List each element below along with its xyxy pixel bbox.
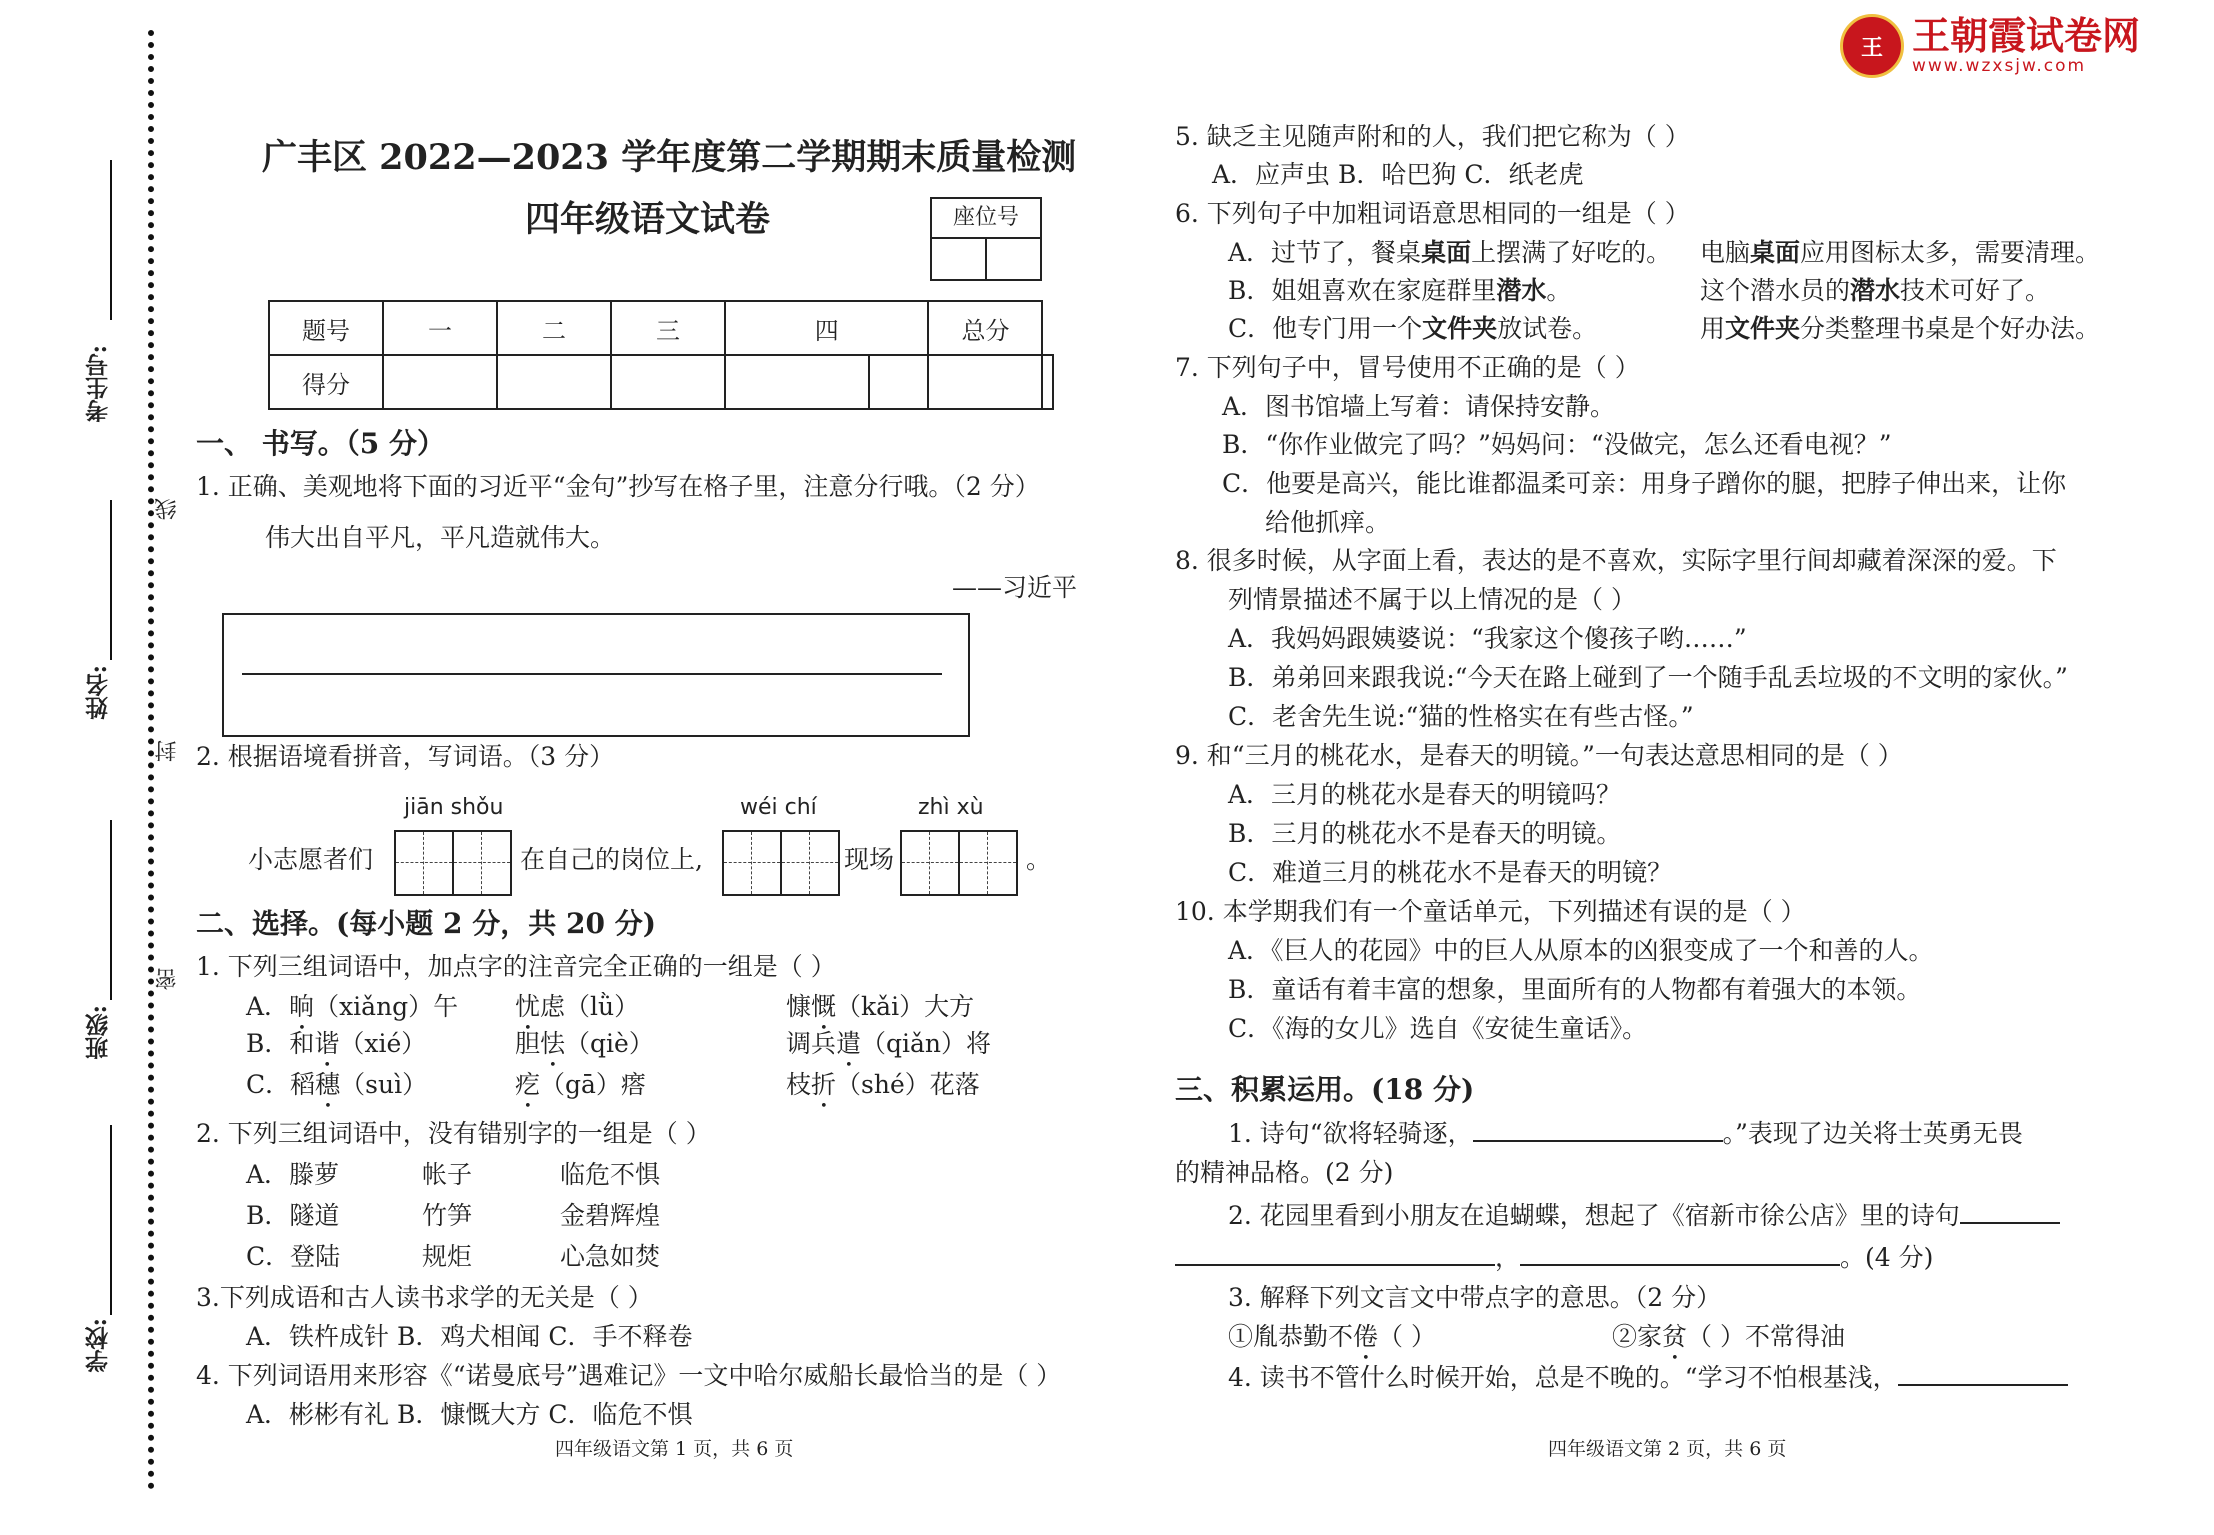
s1-quote: 伟大出自平凡，平凡造就伟大。	[265, 523, 616, 552]
s2-q1-b1: B．和谐（xié）	[246, 1029, 427, 1058]
score-header-cell: 三	[611, 301, 725, 355]
s2-q7-a: A．图书馆墙上写着：请保持安静。	[1222, 392, 1616, 421]
s2-q8-c: C．老舍先生说:“猫的性格实在有些古怪。”	[1228, 702, 1694, 731]
s2-q9-c: C．难道三月的桃花水不是春天的明镜？	[1228, 858, 1673, 887]
logo-url: www.wzxsjw.com	[1912, 56, 2087, 76]
s1-sentence-3: 现场	[844, 845, 895, 874]
s2-q2-a3: 临危不惧	[560, 1160, 661, 1189]
s3-q3-item2: ②家贫（ ）不常得油	[1612, 1322, 1845, 1351]
score-cell[interactable]	[725, 355, 869, 409]
pinyin-1: jiān shǒu	[404, 795, 504, 820]
s3-q2-line2: ， 。(4 分)	[1175, 1240, 1933, 1275]
s2-q2-c2: 规炬	[422, 1242, 473, 1271]
s2-q2-b2: 竹笋	[422, 1201, 473, 1230]
pinyin-2: wéi chí	[740, 795, 817, 820]
exam-title: 广丰区 2022—2023 学年度第二学期期末质量检测	[262, 137, 1077, 178]
s3-q2-blank-3[interactable]	[1520, 1240, 1840, 1266]
s1-q1: 1. 正确、美观地将下面的习近平“金句”抄写在格子里，注意分行哦。（2 分）	[196, 472, 1040, 501]
tianzi-grid-2[interactable]	[722, 830, 840, 896]
s1-sentence-2: 在自己的岗位上,	[520, 845, 703, 874]
binding-char-line: 线	[155, 498, 180, 520]
binding-char-seal: 封	[155, 740, 180, 762]
footer-page-2: 四年级语文第 2 页，共 6 页	[1548, 1438, 1787, 1460]
watermark-logo	[1840, 14, 2140, 78]
score-header-cell: 四	[725, 301, 928, 355]
s2-q8-b: B．弟弟回来跟我说:“今天在路上碰到了一个随手乱丢垃圾的不文明的家伙。”	[1228, 663, 2068, 692]
s2-q9-a: A．三月的桃花水是春天的明镜吗？	[1228, 780, 1622, 809]
binding-char-secret: 密	[155, 968, 180, 990]
s2-q2-c1: C．登陆	[246, 1242, 341, 1271]
s2-q4: 4. 下列词语用来形容《“诺曼底号”遇难记》一文中哈尔威船长最恰当的是（ ）	[196, 1361, 1062, 1390]
s2-q1-b3: 调兵遣（qiǎn）将	[786, 1029, 992, 1058]
s2-q4-options: A．彬彬有礼 B．慷慨大方 C．临危不惧	[246, 1400, 693, 1429]
s2-q7: 7. 下列句子中，冒号使用不正确的是（ ）	[1175, 353, 1640, 382]
s2-q8-a: A．我妈妈跟姨婆说：“我家这个傻孩子哟……”	[1228, 624, 1747, 653]
s2-q3: 3.下列成语和古人读书求学的无关是（ ）	[196, 1283, 653, 1312]
s2-q2-c3: 心急如焚	[560, 1242, 661, 1271]
s2-q1-b2: 胆怯（qiè）	[515, 1029, 654, 1058]
s2-q5: 5. 缺乏主见随声附和的人，我们把它称为（ ）	[1175, 122, 1690, 151]
s2-q8-line1: 8. 很多时候，从字面上看，表达的是不喜欢，实际字里行间却藏着深深的爱。下	[1175, 546, 2057, 575]
s2-q10-c: C．《海的女儿》选自《安徒生童话》。	[1228, 1014, 1648, 1043]
s2-q6: 6. 下列句子中加粗词语意思相同的一组是（ ）	[1175, 199, 1690, 228]
label-name: 姓名:	[85, 665, 112, 720]
s2-q1: 1. 下列三组词语中，加点字的注音完全正确的一组是（ ）	[196, 952, 836, 981]
s2-q8-line2: 列情景描述不属于以上情况的是（ ）	[1228, 585, 1636, 614]
score-header-cell: 二	[497, 301, 611, 355]
fill-line-name	[110, 500, 112, 660]
score-header-cell: 一	[383, 301, 497, 355]
s3-q4-blank[interactable]	[1898, 1360, 2068, 1386]
tianzi-grid-3[interactable]	[900, 830, 1018, 896]
s3-q1-line2: 的精神品格。(2 分)	[1175, 1158, 1394, 1187]
s3-q3: 3. 解释下列文言文中带点字的意思。（2 分）	[1228, 1283, 1722, 1312]
exam-subtitle: 四年级语文试卷	[525, 199, 771, 240]
s2-q2: 2. 下列三组词语中，没有错别字的一组是（ ）	[196, 1119, 711, 1148]
s2-q9: 9. 和“三月的桃花水，是春天的明镜。”一句表达意思相同的是（ ）	[1175, 741, 1903, 770]
score-cell[interactable]	[383, 355, 497, 409]
logo-name: 王朝霞试卷网	[1912, 14, 2141, 58]
s3-q3-item1: ①胤恭勤不倦（ ）	[1228, 1322, 1436, 1351]
score-row-label: 得分	[269, 355, 383, 409]
section1-title: 一、 书写。（5 分）	[196, 427, 445, 460]
score-cell[interactable]	[1042, 355, 1053, 409]
score-cell[interactable]	[928, 355, 1042, 409]
s2-q7-b: B．“你作业做完了吗？”妈妈问：“没做完，怎么还看电视？”	[1222, 430, 1892, 459]
s1-q2: 2. 根据语境看拼音，写词语。（3 分）	[196, 742, 615, 771]
s3-q4: 4. 读书不管什么时候开始，总是不晚的。“学习不怕根基浅，	[1228, 1360, 2068, 1395]
s2-q1-a3: 慷慨（kǎi）大方	[786, 992, 975, 1021]
s2-q1-a2: 忧虑（lǜ）	[515, 992, 640, 1021]
score-cell[interactable]	[869, 355, 928, 409]
s3-q2-blank-1[interactable]	[1960, 1198, 2060, 1224]
pinyin-3: zhì xù	[918, 795, 984, 820]
s2-q10-a: A．《巨人的花园》中的巨人从原本的凶狠变成了一个和善的人。	[1228, 936, 1934, 965]
section3-title: 三、积累运用。(18 分)	[1175, 1073, 1475, 1106]
s2-q10: 10. 本学期我们有一个童话单元，下列描述有误的是（ ）	[1175, 897, 1806, 926]
label-class: 班级:	[85, 1005, 112, 1060]
section2-title: 二、选择。(每小题 2 分，共 20 分)	[196, 907, 656, 940]
score-header-cell: 总分	[928, 301, 1042, 355]
score-cell[interactable]	[497, 355, 611, 409]
s2-q1-c3: 枝折（shé）花落	[786, 1070, 980, 1099]
s2-q2-a1: A．滕萝	[246, 1160, 340, 1189]
s2-q1-c2: 疙（gā）瘩	[515, 1070, 646, 1099]
s2-q1-c1: C．稻穗（suì）	[246, 1070, 428, 1099]
s2-q10-b: B．童话有着丰富的想象，里面所有的人物都有着强大的本领。	[1228, 975, 1922, 1004]
seat-number-box	[930, 197, 1042, 281]
s1-sentence-1: 小志愿者们	[248, 845, 374, 874]
s2-q7-c2: 给他抓痒。	[1265, 508, 1391, 537]
s2-q2-b1: B．隧道	[246, 1201, 340, 1230]
score-table	[268, 300, 1054, 410]
s3-q1-blank[interactable]	[1473, 1116, 1723, 1142]
fill-line-class	[110, 820, 112, 1000]
logo-emblem-icon: 王	[1840, 14, 1904, 78]
copy-answer-box[interactable]	[222, 613, 970, 737]
s1-attribution: ——习近平	[952, 573, 1078, 602]
label-exam-number: 考生号:	[85, 345, 112, 423]
s1-sentence-4: 。	[1026, 845, 1052, 874]
s3-q2-blank-2[interactable]	[1175, 1240, 1495, 1266]
s2-q1-a1: A．晌（xiǎng）午	[246, 992, 459, 1021]
score-header-cell: 题号	[269, 301, 383, 355]
tianzi-grid-1[interactable]	[394, 830, 512, 896]
s2-q9-b: B．三月的桃花水不是春天的明镜。	[1228, 819, 1622, 848]
label-school: 学校:	[85, 1318, 112, 1373]
s3-q2: 2. 花园里看到小朋友在追蝴蝶，想起了《宿新市徐公店》里的诗句	[1228, 1198, 2060, 1233]
s2-q2-b3: 金碧辉煌	[560, 1201, 661, 1230]
s2-q5-options: A．应声虫 B．哈巴狗 C．纸老虎	[1212, 160, 1584, 189]
footer-page-1: 四年级语文第 1 页，共 6 页	[555, 1438, 794, 1460]
seat-number-label: 座位号	[932, 199, 1040, 239]
fill-line-school	[110, 1125, 112, 1315]
s2-q2-a2: 帐子	[422, 1160, 473, 1189]
s2-q3-options: A．铁杵成针 B．鸡犬相闻 C．手不释卷	[246, 1322, 693, 1351]
s2-q7-c1: C．他要是高兴，能比谁都温柔可亲：用身子蹭你的腿，把脖子伸出来，让你	[1222, 469, 2067, 498]
fill-line-exam-number	[110, 160, 112, 320]
s3-q1: 1. 诗句“欲将轻骑逐， 。”表现了边关将士英勇无畏	[1228, 1116, 2023, 1151]
score-cell[interactable]	[611, 355, 725, 409]
